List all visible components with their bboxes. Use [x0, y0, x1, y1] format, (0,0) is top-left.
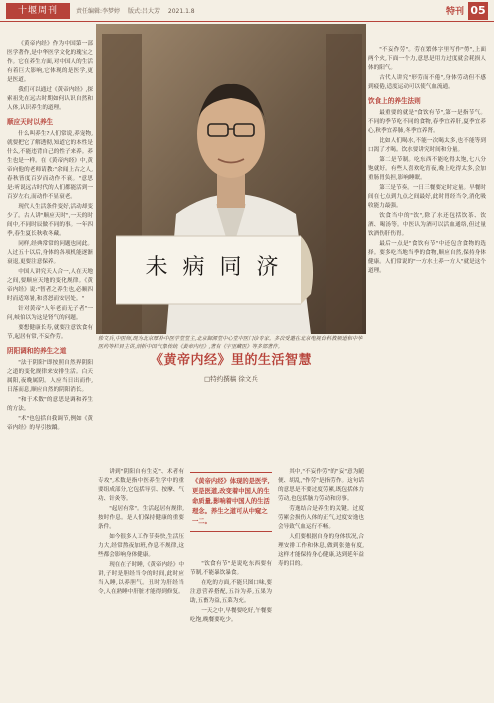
- paragraph: 第三是节奏。一日三餐要定时定量。早餐时间在七点到九点之间最好,此时胃经当令,消化吸收能力最强。: [368, 185, 486, 209]
- page-number: 05: [468, 2, 488, 20]
- paragraph: 其中,"不妄作劳"的"妄"意为随便、胡乱,"作劳"是指劳作。这句话的意思是不要过度劳累,既包括体力劳动,也包括脑力劳动和房事。: [278, 469, 364, 502]
- headline-block: [96, 352, 366, 383]
- article-column-b3: [278, 468, 364, 700]
- designer-credit: 版式:吕大芳: [127, 8, 160, 15]
- portrait-photo: [96, 24, 366, 334]
- calligraphy-scroll-text: 未 病 同 济: [145, 255, 283, 280]
- paragraph: 同样,经典常常的问题也同此。人过五十以后,身体的各项机能逐渐衰退,更要注意保养。: [7, 241, 93, 265]
- paragraph: 最重要的就是"食饮有节",第一是指节气。不同的季节吃不同的食物,春季宜养肝,夏季宜养心,秋季宜养肺,冬季宜养肾。: [368, 110, 486, 134]
- article-byline: □特约撰稿 徐文兵: [204, 375, 258, 383]
- paragraph: 饮食当中的"饮",除了水还包括饮茶、饮酒、喝汤等。中医认为酒可以活血通络,但过量饮酒伤肝伤胃。: [368, 213, 486, 237]
- section-heading: 饮食上的养生法则: [368, 97, 421, 105]
- paragraph: "法于阴阳"即按照自然界阴阳之道的变化规律来安排生活。白天属阳,夜晚属阴。人应当日出而作,日落而息,顺应自然的阴阳消长。: [7, 360, 93, 393]
- section-heading: 阴阳调和的养生之道: [7, 347, 67, 355]
- newspaper-logo: 十堰周刊: [6, 3, 70, 19]
- article-column-b2: [190, 560, 272, 700]
- paragraph: 第二是节制。吃东西不能吃得太饱,七八分饱就好。有些人喜欢吃宵夜,晚上吃得太多,会加重肠胃负担,影响睡眠。: [368, 157, 486, 181]
- section-heading: 顺应天时以养生: [7, 118, 54, 126]
- paragraph: 针对黄帝"人年老而无子者"一问,岐伯以为这是肾气的问题。: [7, 306, 93, 321]
- paragraph: "和于术数"的意思是调和养生的方法。: [7, 397, 93, 412]
- photo-caption: 徐文兵,中医师,现为北京厚朴中医学堂堂主,北京御源堂中心堂中医门诊专家。多次受邀在北京电视台科教频道和中华医药等栏目主讲,剖析中国气象传统《黄帝内经》,著有《字里藏医》等多部著作。: [98, 336, 363, 350]
- editor-credit: 责任编辑:李梦婷: [76, 8, 121, 15]
- paragraph: 要想健康长寿,就要注意饮食有节,起居有常,不妄作劳。: [7, 325, 93, 340]
- masthead: [0, 0, 494, 22]
- paragraph: "饮食有节"是说吃东西要有节制,不能暴饮暴食。: [190, 561, 272, 576]
- page-meta: [76, 6, 201, 15]
- portrait-illustration: [96, 24, 366, 334]
- paragraph: 一天之中,早餐要吃好,午餐要吃饱,晚餐要吃少。: [190, 608, 272, 623]
- paragraph: 最后一点是"食饮有节"中还包含食物的选择。要多吃当地当季的食物,顺应自然,保持身体健康。人们常说的"一方水土养一方人"就是这个道理。: [368, 241, 486, 274]
- paragraph: 在吃的方面,不能只图口味,要注意营养搭配,五谷为养,五果为助,五畜为益,五菜为充。: [190, 580, 272, 604]
- paragraph: 劳逸结合是养生的关键。过度劳累会损伤人体的正气,过度安逸也会导致气血运行不畅。: [278, 506, 364, 530]
- article-column-left: [7, 40, 93, 700]
- paragraph: "起居有常"。生活起居有规律,按时作息。是人们保持健康的重要条件。: [98, 506, 184, 530]
- paragraph: 如今很多人工作节奏快,生活压力大,经常熬夜加班,作息不规律,这些都会影响身体健康。: [98, 534, 184, 558]
- paragraph: 《黄帝内经》作为中国第一部医学著作,是中华医学文化的瑰宝之作。它在养生方面,对中国人的生活有着巨大影响,它体现的是医学,更是医道。: [7, 41, 93, 83]
- article-title: 《黄帝内经》里的生活智慧: [149, 353, 312, 368]
- paragraph: 什么叫养生?人们常说,养宠物,就要把它了解透彻,知道它的本性是什么,不能违背自己的性子来养。养生也是一样。在《黄帝内经》中,黄帝向他的老师请教:"余闻上古之人,春秋皆度百岁而动作不衰。"意思是:听说远古时代的人们都能活到一百岁左右,而动作不显衰老。: [7, 131, 93, 200]
- paragraph: 现代人生活条件变好,活动却变少了。古人讲"顺应天时",一天的时间中,不同时辰做不同的事。一年四季,春生夏长秋收冬藏。: [7, 204, 93, 237]
- section-name: 特刊: [445, 7, 464, 17]
- paragraph: "术"也包括自我调节,例如《黄帝内经》的导引按蹻。: [7, 416, 93, 431]
- pull-quote: 《黄帝内经》体现的是医学,更是医道,改变着中国人的生命质量,影响着中国人的生活理念。养生之道可从中窥之一二。: [190, 472, 272, 532]
- paragraph: 中国人讲究天人合一,人在天地之间,要顺应天地的变化规律。《黄帝内经》说:"智者之养生也,必顺四时而适寒暑,和喜怒而安居处。": [7, 269, 93, 302]
- article-column-b1: [98, 468, 184, 700]
- paragraph: "不妄作劳"。劳在繁体字里写作"勞",上面两个火,下面一个力,意思是用力过度就会耗损人体的阳气。: [368, 47, 486, 71]
- paragraph: 比如人们喝水,不能一次喝太多,也不能等到口渴了才喝。饮水要讲究时间和分量。: [368, 138, 486, 153]
- issue-date: 2021.1.8: [167, 8, 195, 15]
- paragraph: 人们要根据自身的身体状况,合理安排工作和休息,做到张弛有度,这样才能保持身心健康,达到延年益寿的目的。: [278, 534, 364, 567]
- paragraph: 我们可以通过《黄帝内经》,探索祖先在远古时期如何认识自然和人体,认识养生的道理。: [7, 87, 93, 111]
- paragraph: 讲到"阴阳自有生克"、术者有专攻",术数是指中医养生学中的重要组成部分,它包括导引、按摩、气功、针灸等。: [98, 469, 184, 502]
- paragraph: 古代人讲究"形劳而不倦",身体劳动但不感到疲倦,适度运动可以使气血流通。: [368, 75, 486, 90]
- article-column-right: [368, 46, 486, 700]
- paragraph: 现在在子时睡,《黄帝内经》中讲,子时是胆经当令的时间,此时应当入睡,以养胆气。丑时为肝经当令,人在熟睡中肝脏才能得到修复。: [98, 562, 184, 595]
